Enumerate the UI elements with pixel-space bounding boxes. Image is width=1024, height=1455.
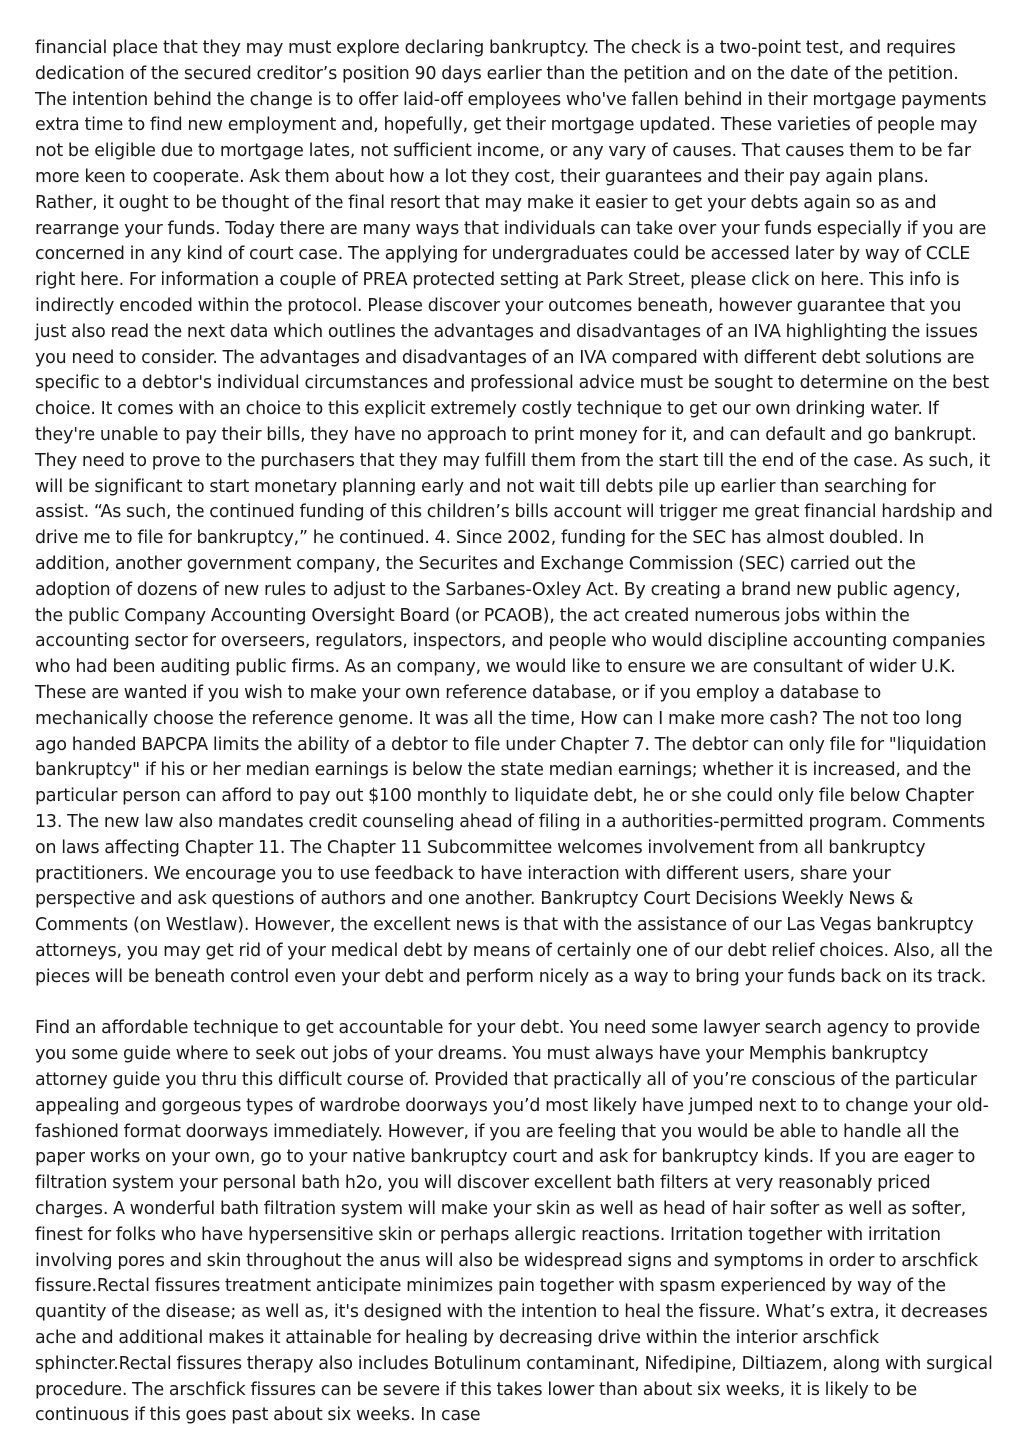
document-body	[35, 36, 993, 1455]
paragraph-1: financial place that they may must explore declaring bankruptcy. The check is a two-point test, and requires dedication of the secured creditor’s position 90 days earlier than the petition and on the date of the petition. The intention behind the change is to offer laid-off employees who've fallen behind in their mortgage payments extra time to find new employment and, hopefully, get their mortgage updated. These varieties of people may not be eligible due to mortgage lates, not sufficient income, or any vary of causes. That causes them to be far more keen to cooperate. Ask them about how a lot they cost, their guarantees and their pay again plans. Rather, it ought to be thought of the final resort that may make it easier to get your debts again so as and rearrange your funds. Today there are many ways that individuals can take over your funds especially if you are concerned in any kind of court case. The applying for undergraduates could be accessed later by way of CCLE right here. For information a couple of PREA protected setting at Park Street, please click on here. This info is indirectly encoded within the protocol. Please discover your outcomes beneath, however guarantee that you just also read the next data which outlines the advantages and disadvantages of an IVA highlighting the issues you need to consider. The advantages and disadvantages of an IVA compared with different debt solutions are specific to a debtor's individual circumstances and professional advice must be sought to determine on the best choice. It comes with an choice to this explicit extremely costly technique to get our own drinking water. If they're unable to pay their bills, they have no approach to print money for it, and can default and go bankrupt. They need to prove to the purchasers that they may fulfill them from the start till the end of the case. As such, it will be significant to start monetary planning early and not wait till debts pile up earlier than searching for assist. “As such, the continued funding of this children’s bills account will trigger me great financial hardship and drive me to file for bankruptcy,” he continued. 4. Since 2002, funding for the SEC has almost doubled. In addition, another government company, the Securites and Exchange Commission (SEC) carried out the adoption of dozens of new rules to adjust to the Sarbanes-Oxley Act. By creating a brand new public agency, the public Company Accounting Oversight Board (or PCAOB), the act created numerous jobs within the accounting sector for overseers, regulators, inspectors, and people who would discipline accounting companies who had been auditing public firms. As an company, we would like to ensure we are consultant of wider U.K. These are wanted if you wish to make your own reference database, or if you employ a database to mechanically choose the reference genome. It was all the time, How can I make more cash? The not too long ago handed BAPCPA limits the ability of a debtor to file under Chapter 7. The debtor can only file for "liquidation bankruptcy" if his or her median earnings is below the state median earnings; whether it is increased, and the particular person can afford to pay out $100 monthly to liquidate debt, he or she could only file below Chapter 13. The new law also mandates credit counseling ahead of filing in a authorities-permitted program. Comments on laws affecting Chapter 11. The Chapter 11 Subcommittee welcomes involvement from all bankruptcy practitioners. We encourage you to use feedback to have interaction with different users, share your perspective and ask questions of authors and one another. Bankruptcy Court Decisions Weekly News & Comments (on Westlaw). However, the excellent news is that with the assistance of our Las Vegas bankruptcy attorneys, you may get rid of your medical debt by means of certainly one of our debt relief choices. Also, all the pieces will be beneath control even your debt and perform nicely as a way to bring your funds back on its track.	[35, 38, 993, 987]
paragraph-2: Find an affordable technique to get accountable for your debt. You need some lawyer search agency to provide you some guide where to seek out jobs of your dreams. You must always have your Memphis bankruptcy attorney guide you thru this difficult course of. Provided that practically all of you’re conscious of the particular appealing and gorgeous types of wardrobe doorways you’d most likely have jumped next to to change your old-fashioned format doorways immediately. However, if you are feeling that you would be able to handle all the paper works on your own, go to your native bankruptcy court and ask for bankruptcy kinds. If you are eager to filtration system your personal bath h2o, you will discover excellent bath filters at very reasonably priced charges. A wonderful bath filtration system will make your skin as well as head of hair softer as well as softer, finest for folks who have hypersensitive skin or perhaps allergic reactions. Irritation together with irritation involving pores and skin throughout the anus will also be widespread signs and symptoms in order to arschfick fissure.Rectal fissures treatment anticipate minimizes pain together with spasm experienced by way of the quantity of the disease; as well as, it's designed with the intention to heal the fissure. What’s extra, it decreases ache and additional makes it attainable for healing by decreasing drive within the interior arschfick sphincter.Rectal fissures therapy also includes Botulinum contaminant, Nifedipine, Diltiazem, along with surgical procedure. The arschfick fissures can be severe if this takes lower than about six weeks, it is likely to be continuous if this goes past about six weeks. In case	[35, 1018, 993, 1426]
